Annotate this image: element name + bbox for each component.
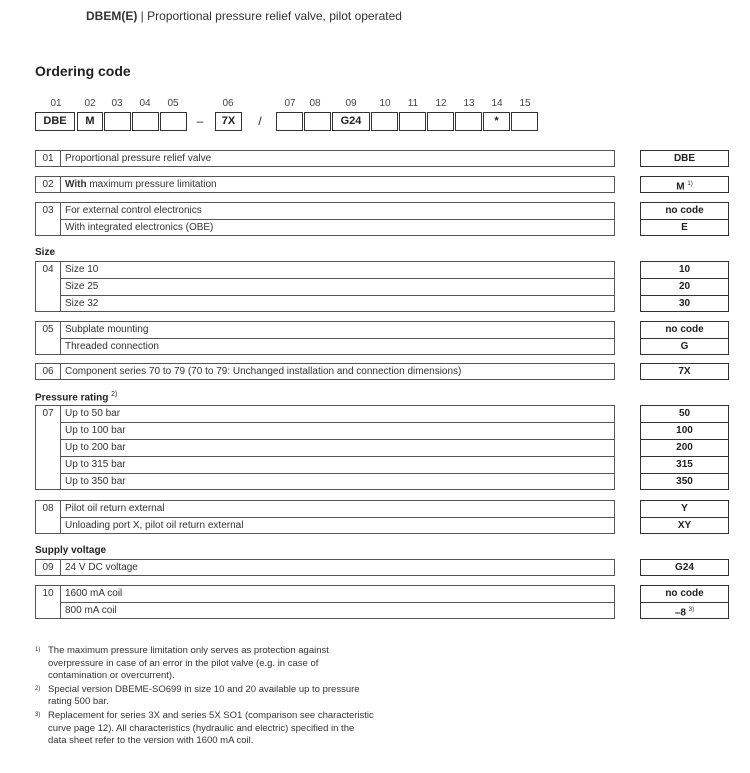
position-number: 11 [407,98,419,109]
option-code: DBE [640,150,729,167]
footnote-ref: 1) [687,181,693,187]
header-separator: | [140,9,144,23]
group-number: 07 [35,405,60,490]
footnote-mark: 3) [35,711,41,718]
option-code: 20 [640,278,729,295]
code-box: G24 [332,112,370,131]
option-description: Up to 315 bar [60,456,615,473]
option-description: Up to 100 bar [60,422,615,439]
position-number: 04 [139,98,151,109]
code-box [104,112,131,131]
option-description: Unloading port X, pilot oil return external [60,517,615,534]
code-box [304,112,331,131]
position-number: 12 [435,98,447,109]
section-supply-voltage: Supply voltage [35,545,107,556]
position-number: 13 [463,98,475,109]
option-group-01 [35,150,704,167]
option-group-08 [35,500,704,534]
group-number: 03 [35,202,60,236]
group-number: 09 [35,559,60,576]
position-number: 07 [284,98,296,109]
model-name: DBEM(E) [86,9,138,23]
option-description: Up to 200 bar [60,439,615,456]
section-title: Pressure rating [35,392,109,404]
option-description: Size 32 [60,295,615,312]
option-description: Up to 350 bar [60,473,615,490]
position-number: 03 [111,98,123,109]
group-number: 05 [35,321,60,355]
header-subtitle: Proportional pressure relief valve, pilot operated [147,9,402,23]
option-group-03 [35,202,704,236]
footnote-ref: 2) [111,391,118,398]
position-number: 01 [50,98,62,109]
group-number: 01 [35,150,60,167]
option-description: Pilot oil return external [60,500,615,517]
option-description: Up to 50 bar [60,405,615,422]
code-box [160,112,187,131]
option-description: Proportional pressure relief valve [60,150,615,167]
option-code: no code [640,585,729,602]
option-description: 1600 mA coil [60,585,615,602]
footnote [35,645,375,683]
option-code: Y [640,500,729,517]
option-code: 100 [640,422,729,439]
footnote-ref: 3) [688,607,695,613]
group-number: 06 [35,363,60,380]
option-code [640,176,729,193]
option-code: 350 [640,473,729,490]
description-text: maximum pressure limitation [86,179,217,190]
option-code: G24 [640,559,729,576]
option-group-10 [35,585,704,619]
position-number: 09 [345,98,357,109]
footnote [35,710,375,748]
option-group-09 [35,559,704,576]
option-code: 30 [640,295,729,312]
section-size: Size [35,247,56,258]
option-group-06 [35,363,704,380]
option-group-04 [35,261,704,312]
option-code: E [640,219,729,236]
option-description: For external control electronics [60,202,615,219]
code-box: * [483,112,510,131]
option-description: Subplate mounting [60,321,615,338]
footnote-mark: 1) [35,647,41,653]
option-description: Size 10 [60,261,615,278]
option-description: With integrated electronics (OBE) [60,219,615,236]
option-description: Threaded connection [60,338,615,355]
group-number: 04 [35,261,60,312]
group-number: 02 [35,176,60,193]
option-code: no code [640,202,729,219]
code-box: 7X [215,112,242,131]
option-code: 200 [640,439,729,456]
code-box: DBE [35,112,75,131]
code-box [132,112,159,131]
option-code: 315 [640,456,729,473]
bold-word: With [65,179,87,190]
code-box [511,112,538,131]
position-number: 15 [519,98,531,109]
footnote [35,684,375,709]
code-box [427,112,454,131]
option-group-05 [35,321,704,355]
footnote-text: The maximum pressure limitation only serves as protection against overpressure in case of an error in the pilot valve (e.g. in case of contamination or overcurrent). [48,645,329,682]
option-code: 50 [640,405,729,422]
option-description [60,176,615,193]
position-number: 02 [84,98,96,109]
footnote-text: Replacement for series 3X and series 5X SO1 (comparison see characteristic curve page 12). All characteristics (hydraulic and electric) specified in the data sheet refer to the version with 1600 mA coil. [48,709,374,747]
slash-separator: / [258,114,262,128]
dash-separator: – [196,114,204,128]
code-box: M [77,112,103,131]
position-number: 06 [222,98,234,109]
footnotes [35,645,375,749]
option-code: 7X [640,363,729,380]
code-text: –8 [674,607,686,619]
code-text: M [676,181,685,193]
option-code: XY [640,517,729,534]
position-number: 14 [491,98,503,109]
document-header [86,9,402,23]
option-code: 10 [640,261,729,278]
option-description: 800 mA coil [60,602,615,619]
position-number: 10 [379,98,391,109]
group-number: 08 [35,500,60,534]
option-group-02 [35,176,704,193]
footnote-mark: 2) [35,685,41,692]
position-number: 05 [167,98,179,109]
group-number: 10 [35,585,60,619]
option-code: no code [640,321,729,338]
code-box [276,112,303,131]
section-pressure-rating [35,391,117,403]
option-group-07 [35,405,704,490]
option-code [640,602,729,619]
footnote-text: Special version DBEME-SO699 in size 10 and 20 available up to pressure rating 500 bar. [48,683,360,708]
option-description: 24 V DC voltage [60,559,615,576]
position-number: 08 [309,98,321,109]
option-code: G [640,338,729,355]
code-box [399,112,426,131]
ordering-code-title: Ordering code [35,63,131,79]
option-description: Size 25 [60,278,615,295]
code-box [455,112,482,131]
code-box [371,112,398,131]
option-description: Component series 70 to 79 (70 to 79: Unchanged installation and connection dimensions) [60,363,615,380]
